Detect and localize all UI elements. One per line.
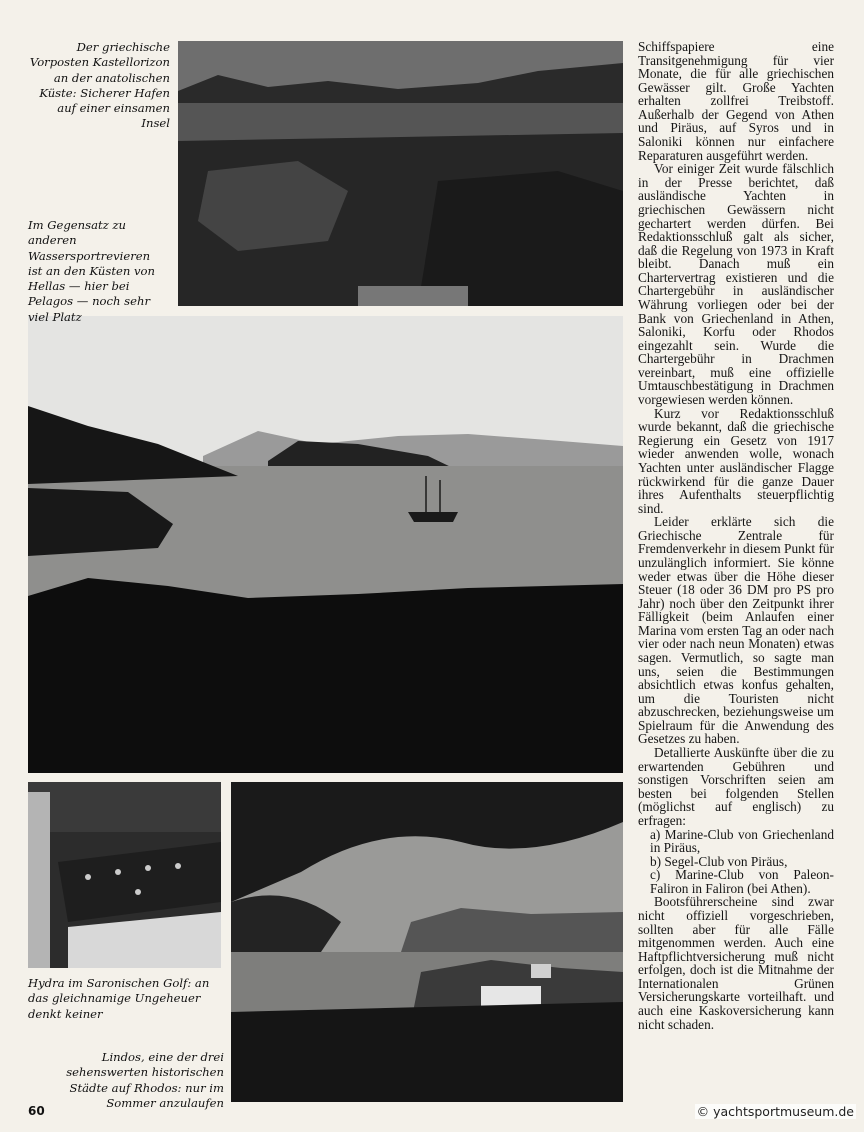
- photo-kastellorizon: [178, 41, 623, 306]
- contact-list-item: c) Marine-Club von Paleon-Faliron in Faliron (bei Athen).: [650, 867, 834, 896]
- photo-pelagos: [28, 316, 623, 773]
- article-paragraph: Kurz vor Redaktionsschluß wurde bekannt, daß die griechische Regierung ein Gesetz von 1917 wieder anwenden wolle, wonach Yachten unter ausländischer Flagge rückwirkend für die ganze Dauer ihres Aufenthalts steuerpflichtig sind.: [638, 405, 834, 516]
- caption-lindos: Lindos, eine der drei sehenswerten historischen Städte auf Rhodos: nur im Sommer anzulaufen: [66, 1050, 224, 1110]
- caption-hydra: Hydra im Saronischen Golf: an das gleichnamige Ungeheuer denkt keiner: [28, 976, 210, 1021]
- article-paragraph: Vor einiger Zeit wurde fälschlich in der Presse berichtet, daß ausländische Yachten in griechischen Gewässern nicht gechartert werden dürfen. Bei Redaktionsschluß galt als sicher, daß die Regelung von 1973 in Kraft bleibt. Danach muß ein Chartervertrag existieren und die Chartergebühr in ausländischer Währung vorliegen oder bei der Bank von Griechenland in Athen, Saloniki, Korfu oder Rhodos eingezahlt sein. Wurde die Chartergebühr in Drachmen vereinbart, muß eine offizielle Umtauschbestätigung in Drachmen vorgewiesen werden können.: [638, 161, 834, 408]
- article-paragraph: Leider erklärte sich die Griechische Zentrale für Fremdenverkehr in diesem Punkt für unzulänglich informiert. Sie könne weder etwas über die Höhe dieser Steuer (18 oder 36 DM pro PS pro Jahr) noch über den Zeitpunkt ihrer Fälligkeit (beim Anlaufen einer Marina vom ersten Tag an oder nach vier oder nach neun Monaten) etwas sagen. Vermutlich, so sagte man uns, seien die Bestimmungen absichtlich etwas konfus gehalten, um die Touristen nicht abzuschrecken, beziehungsweise um Spielraum für die Anwendung des Gesetzes zu haben.: [638, 514, 834, 747]
- article-paragraph: Detallierte Auskünfte über die zu erwartenden Gebühren und sonstigen Vorschriften seien am besten bei folgenden Stellen (möglichst auf englisch) zu erfragen:: [638, 745, 834, 828]
- contact-list-item: b) Segel-Club von Piräus,: [650, 853, 788, 869]
- page-number: 60: [28, 1104, 45, 1118]
- photo-hydra: [28, 782, 221, 968]
- caption-kastellorizon: Der griechische Vorposten Kastellorizon an der anatolischen Küste: Sicherer Hafen auf einer einsamen Insel: [29, 40, 170, 131]
- watermark: © yachtsportmuseum.de: [696, 1104, 854, 1119]
- article-paragraph: Bootsführerscheine sind zwar nicht offiziell vorgeschrieben, sollten aber für alle Fälle mitgenommen werden. Auch eine Haftpflichtversicherung muß nicht erfolgen, doch ist die Mitnahme der Internationalen Grünen Versicherungskarte vorteilhaft. und auch eine Kaskoversicherung kann nicht schaden.: [638, 894, 834, 1032]
- photo-lindos: [231, 782, 623, 1102]
- caption-pelagos: Im Gegensatz zu anderen Wassersportrevieren ist an den Küsten von Hellas — hier bei Pelagos — noch sehr viel Platz: [28, 218, 155, 324]
- article-column: [638, 40, 834, 1132]
- contact-list-item: a) Marine-Club von Griechenland in Piräus,: [650, 826, 834, 856]
- article-paragraph: Schiffspapiere eine Transitgenehmigung für vier Monate, die für alle griechischen Gewässer gilt. Große Yachten erhalten zollfrei Treibstoff. Außerhalb der Gegend von Athen und Piräus, auf Syros und in Saloniki können nur einfachere Reparaturen ausgeführt werden.: [638, 40, 834, 163]
